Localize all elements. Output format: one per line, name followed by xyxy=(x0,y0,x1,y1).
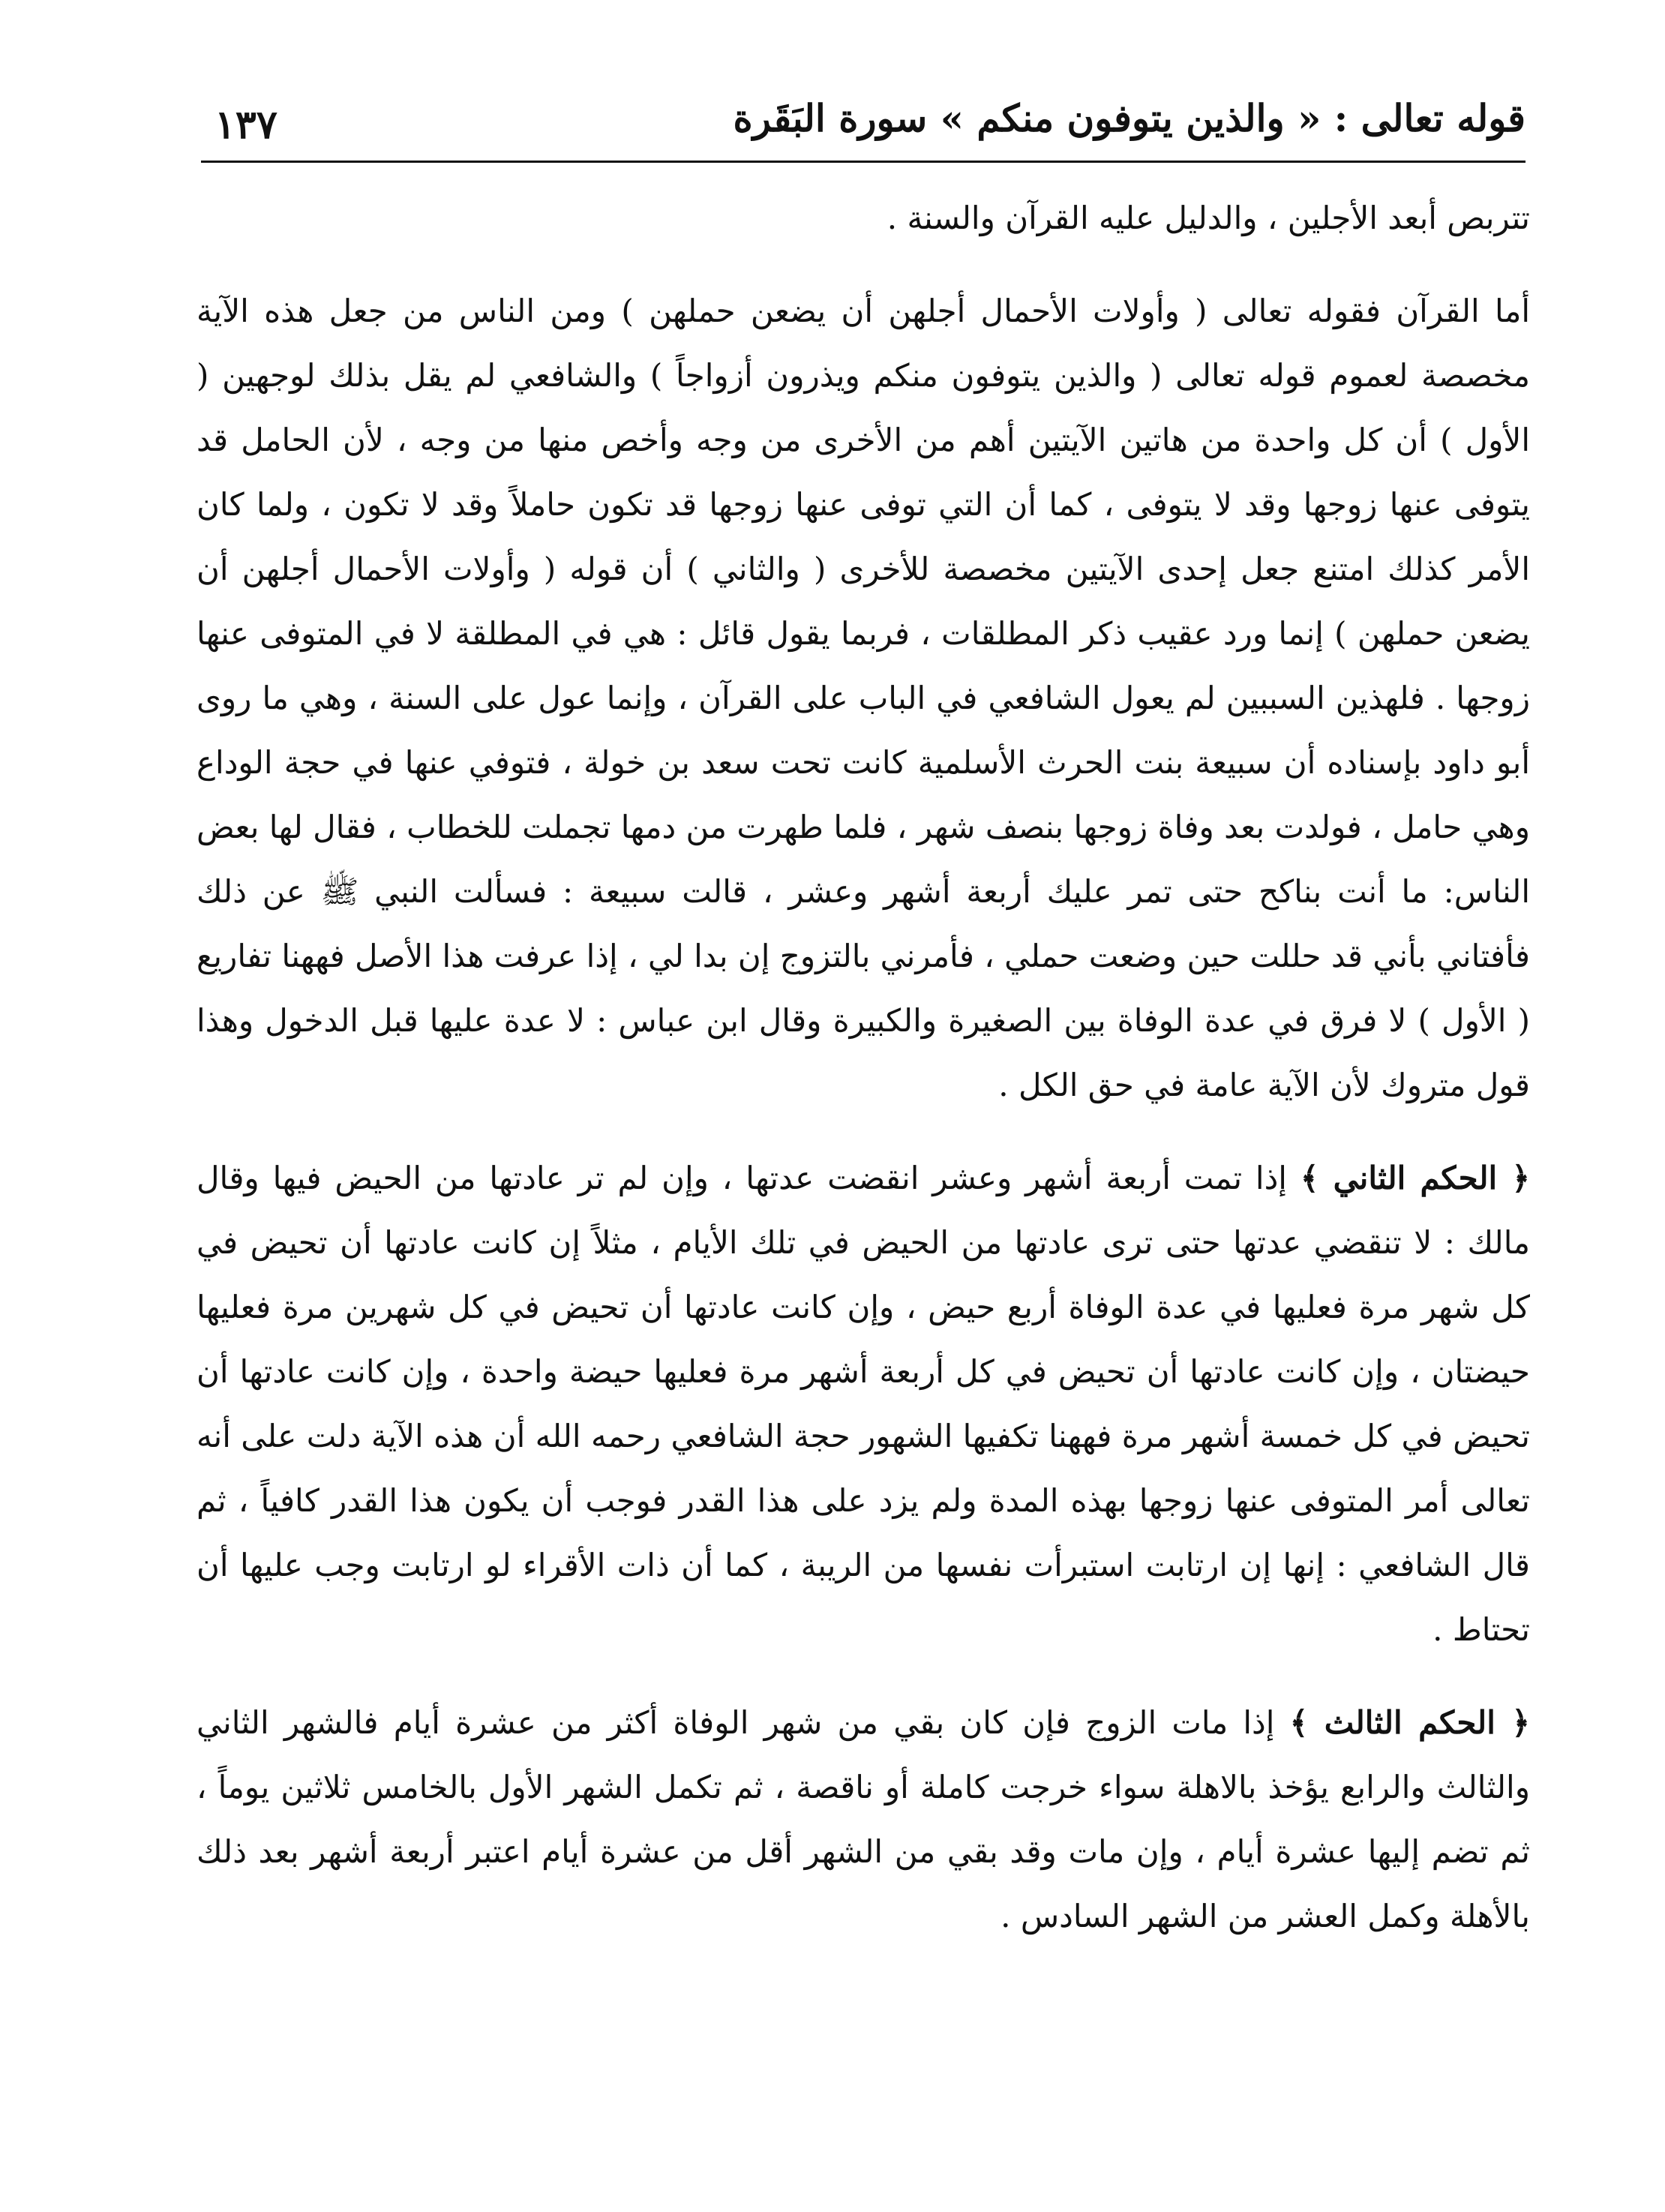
ruling-text: إذا تمت أربعة أشهر وعشر انقضت عدتها ، وإن لم تر عادتها من الحيض فيها وقال مالك : لا تنقضي عدتها حتى ترى عادتها من الحيض في تلك الأيام ، مثلاً إن كانت عادتها أن تحيض في كل شهر مرة فعليها في عدة الوفاة أربع حيض ، وإن كانت عادتها أن تحيض في كل شهرين مرة فعليها حيضتان ، وإن كانت عادتها أن تحيض في كل أربعة أشهر مرة فعليها حيضة واحدة ، وإن كانت عادتها أن تحيض في كل خمسة أشهر مرة فههنا تكفيها الشهور حجة الشافعي رحمه الله أن هذه الآية دلت على أنه تعالى أمر المتوفى عنها زوجها بهذه المدة ولم يزد على هذا القدر فوجب أن يكون هذا القدر كافياً ، ثم قال الشافعي : إنها إن ارتابت استبرأت نفسها من الريبة ، كما أن ذات الأقراء لو ارتابت وجب عليها أن تحتاط . xyxy=(196,1160,1531,1648)
ruling-heading: ﴿ الحكم الثالث ﴾ xyxy=(1289,1704,1530,1741)
ruling-heading: ﴿ الحكم الثاني ﴾ xyxy=(1300,1160,1530,1196)
running-title: قوله تعالى : « والذين يتوفون منكم » سورة البَقَرة xyxy=(733,96,1526,140)
paragraph: أما القرآن فقوله تعالى ( وأولات الأحمال أجلهن أن يضعن حملهن ) ومن الناس من جعل هذه الآية مخصصة لعموم قوله تعالى ( والذين يتوفون منكم ويذرون أزواجاً ) والشافعي لم يقل بذلك لوجهين ( الأول ) أن كل واحدة من هاتين الآيتين أهم من الأخرى من وجه وأخص منها من وجه ، لأن الحامل قد يتوفى عنها زوجها وقد لا يتوفى ، كما أن التي توفى عنها زوجها قد تكون حاملاً وقد لا تكون ، ولما كان الأمر كذلك امتنع جعل إحدى الآيتين مخصصة للأخرى ( والثاني ) أن قوله ( وأولات الأحمال أجلهن أن يضعن حملهن ) إنما ورد عقيب ذكر المطلقات ، فربما يقول قائل : هي في المطلقة لا في المتوفى عنها زوجها . فلهذين السببين لم يعول الشافعي في الباب على القرآن ، وإنما عول على السنة ، وهي ما روى أبو داود بإسناده أن سبيعة بنت الحرث الأسلمية كانت تحت سعد بن خولة ، فتوفي عنها في حجة الوداع وهي حامل ، فولدت بعد وفاة زوجها بنصف شهر ، فلما طهرت من دمها تجملت للخطاب ، فقال لها بعض الناس: ما أنت بناكح حتى تمر عليك أربعة أشهر وعشر ، قالت سبيعة : فسألت النبي ﷺ عن ذلك فأفتاني بأني قد حللت حين وضعت حملي ، فأمرني بالتزوج إن بدا لي ، إذا عرفت هذا الأصل فههنا تفاريع ( الأول ) لا فرق في عدة الوفاة بين الصغيرة والكبيرة وقال ابن عباس : لا عدة عليها قبل الدخول وهذا قول متروك لأن الآية عامة في حق الكل . xyxy=(196,293,1530,1103)
page-header xyxy=(201,96,1526,163)
ruling-paragraph xyxy=(196,1691,1530,1949)
ruling-paragraph xyxy=(196,1146,1530,1662)
page-body xyxy=(196,186,1530,1949)
paragraph: تتربص أبعد الأجلين ، والدليل عليه القرآن والسنة . xyxy=(886,200,1530,236)
ruling-text: إذا مات الزوج فإن كان بقي من شهر الوفاة أكثر من عشرة أيام فالشهر الثاني والثالث والرابع يؤخذ بالاهلة سواء خرجت كاملة أو ناقصة ، ثم تكمل الشهر الأول بالخامس ثلاثين يوماً ، ثم تضم إليها عشرة أيام ، وإن مات وقد بقي من الشهر أقل من عشرة أيام اعتبر أربعة أشهر بعد ذلك بالأهلة وكمل العشر من الشهر السادس . xyxy=(196,1704,1530,1934)
page-number: ١٣٧ xyxy=(214,102,278,148)
